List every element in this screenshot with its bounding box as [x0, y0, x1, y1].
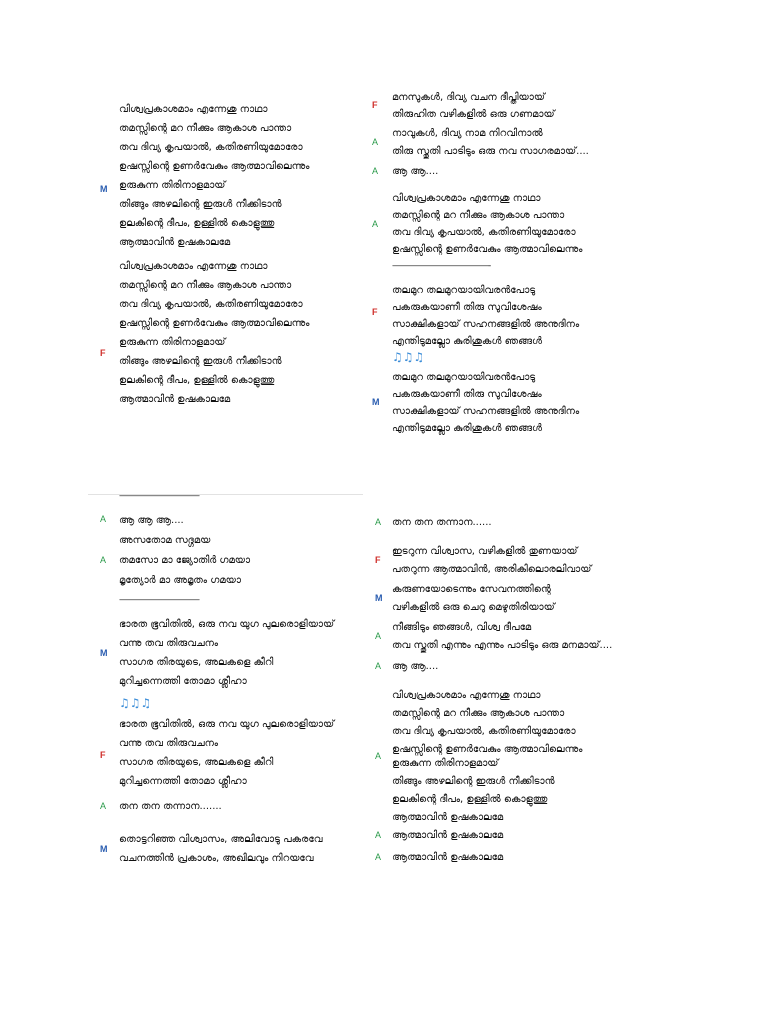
- section-divider: ——————————: [119, 595, 199, 605]
- singer-marker-a: A: [372, 166, 379, 176]
- verse-line: തിരുഹിത വഴികളിൽ ഒരു ഗണമായ്: [392, 109, 555, 120]
- chorus-line: ഉഷസ്സിന്റെ ഉണർവേകും ആത്മാവിലെന്നും: [392, 244, 583, 255]
- chorus-line: തമസ്സിന്റെ മറ നീക്കും ആകാശ പാന്താ: [392, 708, 565, 719]
- verse-line: എന്തിടുമല്ലോ കുരിശുകൾ ഞങ്ങൾ: [392, 336, 543, 347]
- verse-line: നീങ്ങിടും ഞങ്ങൾ, വിശ്വ ദീപമേ: [392, 622, 532, 633]
- verse-line: വന്നു തവ തിരുവചനം: [119, 638, 219, 649]
- chorus-line: തമസ്സിന്റെ മറ നീക്കും ആകാശ പാന്താ: [392, 210, 565, 221]
- singer-marker-a: A: [372, 219, 379, 229]
- singer-marker-a: A: [100, 555, 107, 565]
- singer-marker-f: F: [372, 100, 378, 110]
- verse-line: അസതോമ സദ്ഗമയ: [119, 535, 211, 546]
- section-divider: ——————————: [119, 491, 199, 501]
- chorus-line: ഉലകിന്റെ ദീപം, ഉള്ളിൽ കൊളുത്തു: [119, 375, 275, 386]
- verse-line: ഭാരത ഭൂവിതിൽ, ഒരു നവ യുഗ പുലരൊളിയായ്: [119, 619, 335, 630]
- verse-line: പകരുകയാണീ തിരു സുവിശേഷം: [392, 389, 542, 400]
- singer-marker-f: F: [100, 750, 106, 760]
- singer-marker-a: A: [100, 514, 107, 524]
- verse-line: പകരുകയാണീ തിരു സുവിശേഷം: [392, 302, 542, 313]
- singer-marker-a: A: [375, 661, 382, 671]
- verse-line: തലമുറ തലമുറയായിവരൻപോടു: [392, 285, 536, 296]
- chorus-line: ഉഷസ്സിന്റെ ഉണർവേകും ആത്മാവിലെന്നും: [119, 318, 310, 329]
- verse-line: തമസോ മാ ജ്യോതിർ ഗമയാ: [119, 555, 251, 566]
- chorus-line: ഉരുകുന്ന തിരിനാളമായ്: [119, 180, 226, 191]
- chorus-line: തിങ്ങും അഴലിന്റെ ഇരുൾ നീക്കിടാൻ: [392, 776, 555, 787]
- chorus-line: ആത്മാവിൻ ഉഷകാലമേ: [392, 812, 504, 823]
- verse-line: വഴികളിൽ ഒരു ചെറു മെഴുതിരിയായ്: [392, 602, 555, 613]
- verse-line: സാക്ഷികളായ് സഹനങ്ങളിൽ അനുദിനം: [392, 406, 580, 417]
- music-notes-icon: ♫♫♫: [119, 696, 152, 710]
- verse-line: കരുണയോടെന്നും സേവനത്തിന്റെ: [392, 584, 551, 595]
- verse-line: ആത്മാവിൻ ഉഷകാലമേ: [392, 852, 504, 863]
- chorus-line: ഉരുകുന്ന തിരിനാളമായ്: [392, 758, 499, 769]
- verse-line: എന്തിടുമല്ലോ കുരിശുകൾ ഞങ്ങൾ: [392, 423, 543, 434]
- singer-marker-a: A: [375, 631, 382, 641]
- singer-marker-m: M: [100, 844, 108, 854]
- singer-marker-m: M: [372, 397, 380, 407]
- singer-marker-f: F: [100, 348, 106, 358]
- chorus-line: തവ ദിവ്യ കൃപയാൽ, കതിരണിയുമോരോ: [392, 726, 576, 737]
- singer-marker-m: M: [375, 593, 383, 603]
- verse-line: ആത്മാവിൻ ഉഷകാലമേ: [392, 830, 504, 841]
- chorus-line: വിശ്വപ്രകാശമാം എന്നേശു നാഥാ: [119, 104, 268, 115]
- chorus-line: തവ ദിവ്യ കൃപയാൽ, കതിരണിയുമോരോ: [119, 142, 303, 153]
- verse-line: ആ ആ....: [392, 661, 439, 672]
- singer-marker-a: A: [375, 751, 382, 761]
- verse-line: ആ ആ ആ....: [119, 515, 184, 526]
- chorus-line: വിശ്വപ്രകാശമാം എന്നേശു നാഥാ: [119, 261, 268, 272]
- chorus-line: വിശ്വപ്രകാശമാം എന്നേശു നാഥാ: [392, 690, 541, 701]
- chorus-line: തമസ്സിന്റെ മറ നീക്കും ആകാശ പാന്താ: [119, 123, 292, 134]
- verse-line: തിരു സ്തുതി പാടിടും ഒരു നവ സാഗരമായ്....: [392, 146, 589, 157]
- chorus-line: ആത്മാവിൻ ഉഷകാലമേ: [119, 237, 231, 248]
- verse-line: മുറിച്ചന്നെത്തി തോമാ ശ്ലീഹാ: [119, 676, 247, 687]
- verse-line: മൃത്യോർ മാ അമൃതം ഗമയാ: [119, 575, 241, 586]
- singer-marker-f: F: [375, 555, 381, 565]
- chorus-line: ആത്മാവിൻ ഉഷകാലമേ: [119, 394, 231, 405]
- verse-line: ആ ആ....: [392, 166, 439, 177]
- verse-line: തൊട്ടറിഞ്ഞ വിശ്വാസം, അലിവോടു പകരവേ: [119, 834, 323, 845]
- verse-line: നാവുകൾ, ദിവ്യ നാമ നിറവിനാൽ: [392, 128, 543, 139]
- singer-marker-a: A: [375, 852, 382, 862]
- verse-line: ഇടറുന്ന വിശ്വാസ, വഴികളിൽ തുണയായ്: [392, 546, 578, 557]
- chorus-line: തിങ്ങും അഴലിന്റെ ഇരുൾ നീക്കിടാൻ: [119, 356, 282, 367]
- singer-marker-a: A: [375, 830, 382, 840]
- chorus-line: ഉലകിന്റെ ദീപം, ഉള്ളിൽ കൊളുത്തു: [119, 218, 275, 229]
- singer-marker-f: F: [372, 307, 378, 317]
- verse-line: വചനത്തിൻ പ്രകാശം, അഖിലവും നിറയവേ: [119, 853, 314, 864]
- verse-line: സാഗര തിരയുടെ, അലകളെ കീറി: [119, 657, 274, 668]
- singer-marker-m: M: [100, 648, 108, 658]
- verse-line: വന്നു തവ തിരുവചനം: [119, 738, 219, 749]
- chorus-line: ഉലകിന്റെ ദീപം, ഉള്ളിൽ കൊളുത്തു: [392, 794, 548, 805]
- verse-line: തലമുറ തലമുറയായിവരൻപോടു: [392, 372, 536, 383]
- music-notes-icon: ♫♫♫: [392, 350, 425, 364]
- verse-line: പതറുന്ന ആത്മാവിൻ, അരികിലൊരലിവായ്: [392, 564, 592, 575]
- verse-line: തന തന തന്നാന......: [392, 517, 492, 528]
- verse-line: സാഗര തിരയുടെ, അലകളെ കീറി: [119, 757, 274, 768]
- section-divider: ————————————-: [392, 261, 491, 271]
- chorus-line: തവ ദിവ്യ കൃപയാൽ, കതിരണിയുമോരോ: [119, 299, 303, 310]
- verse-line: മുറിച്ചന്നെത്തി തോമാ ശ്ലീഹാ: [119, 776, 247, 787]
- chorus-line: ഉഷസ്സിന്റെ ഉണർവേകും ആത്മാവിലെന്നും: [119, 161, 310, 172]
- chorus-line: തമസ്സിന്റെ മറ നീക്കും ആകാശ പാന്താ: [119, 280, 292, 291]
- verse-line: തവ സ്തുതി എന്നും എന്നും പാടിടും ഒരു മനമായ്....: [392, 640, 613, 651]
- chorus-line: ഉഷസ്സിന്റെ ഉണർവേകും ആത്മാവിലെന്നും: [392, 744, 583, 755]
- chorus-line: തവ ദിവ്യ കൃപയാൽ, കതിരണിയുമോരോ: [392, 227, 576, 238]
- chorus-line: തിങ്ങും അഴലിന്റെ ഇരുൾ നീക്കിടാൻ: [119, 199, 282, 210]
- verse-line: ഭാരത ഭൂവിതിൽ, ഒരു നവ യുഗ പുലരൊളിയായ്: [119, 719, 335, 730]
- chorus-line: വിശ്വപ്രകാശമാം എന്നേശു നാഥാ: [392, 193, 541, 204]
- verse-line: മനസുകൾ, ദിവ്യ വചന ദീപ്തിയായ്: [392, 92, 545, 103]
- verse-line: തന തന തന്നാന.......: [119, 801, 222, 812]
- singer-marker-a: A: [100, 801, 107, 811]
- singer-marker-a: A: [375, 517, 382, 527]
- singer-marker-a: A: [372, 137, 379, 147]
- chorus-line: ഉരുകുന്ന തിരിനാളമായ്: [119, 337, 226, 348]
- singer-marker-m: M: [100, 184, 108, 194]
- verse-line: സാക്ഷികളായ് സഹനങ്ങളിൽ അനുദിനം: [392, 319, 580, 330]
